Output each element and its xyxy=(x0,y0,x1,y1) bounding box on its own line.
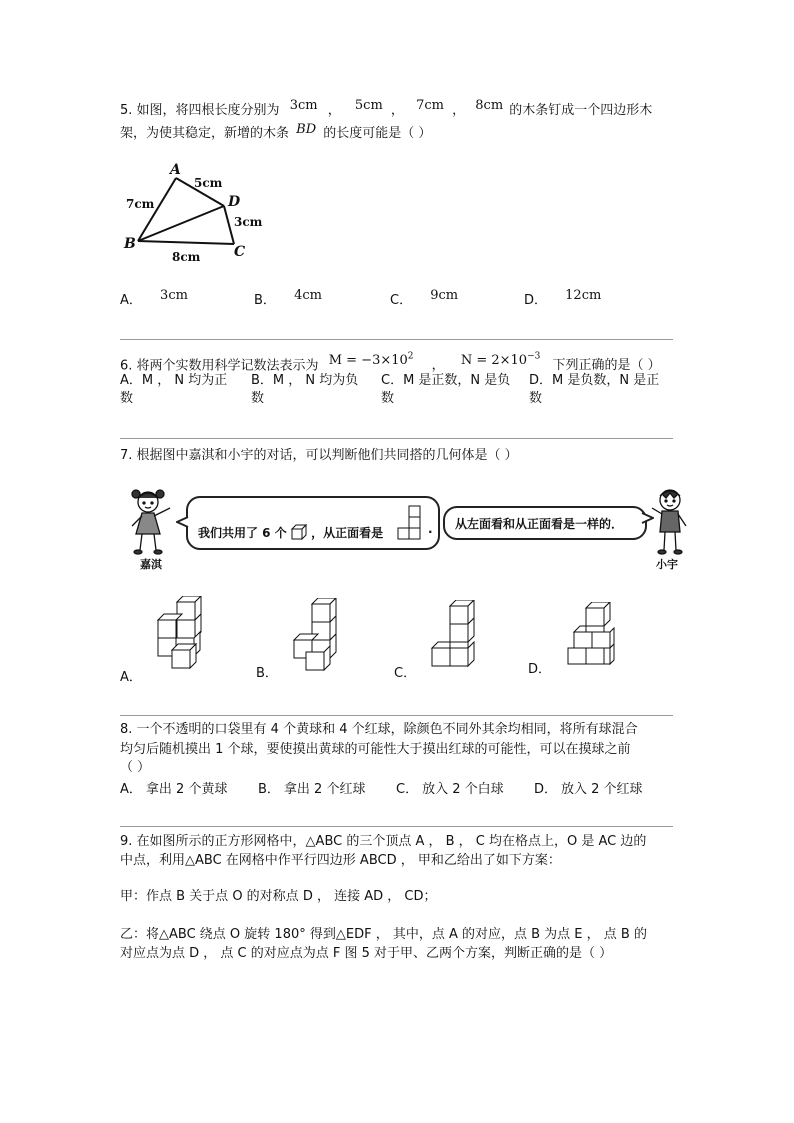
q6-text: 将两个实数用科学记数法表示为 xyxy=(136,358,319,374)
q5-option-b[interactable] xyxy=(254,289,322,308)
option-letter: D． xyxy=(524,293,548,308)
option-text: M 是负数，N 是正 xyxy=(552,373,660,388)
q7-option-b-label[interactable]: B． xyxy=(256,666,278,681)
option-value: 4cm xyxy=(294,288,322,303)
q5-bd: BD xyxy=(296,122,317,137)
option-text: 放入 2 个红球 xyxy=(561,782,643,797)
option-value: 12cm xyxy=(565,288,602,303)
right-speech-bubble xyxy=(443,506,647,540)
option-value: 9cm xyxy=(430,288,459,303)
bubble-text-right: 从左面看和从正面看是一样的． xyxy=(455,517,624,531)
q5-text-b: 的木条钉成一个四边形木 xyxy=(509,103,653,118)
q7-solid-c[interactable] xyxy=(426,600,482,672)
q8-text: 一个不透明的口袋里有 4 个黄球和 4 个红球，除颜色不同外其余均相同，将所有球混合 xyxy=(136,722,638,737)
option-letter: B． xyxy=(251,373,273,388)
q6-N-exponent: −3 xyxy=(527,352,541,362)
q7-solid-b[interactable] xyxy=(290,598,342,672)
q6-text-b: 下列正确的是（ ） xyxy=(552,358,661,374)
name-jiaqi: 嘉淇 xyxy=(140,558,162,571)
option-text-wrap: 数 xyxy=(529,391,543,406)
q6-option-c[interactable] xyxy=(381,372,510,408)
q5-line1 xyxy=(120,98,653,121)
q8-option-d[interactable] xyxy=(534,778,643,797)
option-letter: A． xyxy=(120,293,142,308)
bubble-text-b: ，从正面看是 xyxy=(311,526,384,540)
q6-sep: ， xyxy=(431,358,445,374)
q5-quadrilateral-figure xyxy=(118,160,278,270)
option-value: 3cm xyxy=(160,288,188,303)
q5-text: 如图，将四根长度分别为 xyxy=(136,103,280,118)
q5-len1: 3cm xyxy=(289,98,318,113)
q5-label-A: A xyxy=(170,162,181,178)
q5-option-d[interactable] xyxy=(524,289,601,308)
option-text-wrap: 数 xyxy=(381,391,395,406)
q6-option-d[interactable] xyxy=(529,372,659,408)
option-text: M ， N 均为正 xyxy=(141,373,228,388)
q5-len3: 7cm xyxy=(416,98,444,113)
q5-number: 5. xyxy=(120,103,133,118)
q8-line1 xyxy=(120,720,638,740)
q9-text: 在如图所示的正方形网格中，△ABC 的三个顶点 A ， B ， C 均在格点上，O 是 AC 边的 xyxy=(136,834,647,849)
q7-option-a-label[interactable]: A． xyxy=(120,670,142,685)
q7-text: 根据图中嘉淇和小宇的对话，可以判断他们共同搭的几何体是（ ） xyxy=(136,448,518,463)
q6-M-base: M = −3×10 xyxy=(328,353,408,369)
boy-xiaoyu-illustration xyxy=(648,486,692,558)
option-letter: B． xyxy=(258,782,280,797)
option-letter: D． xyxy=(529,373,553,388)
q8-line2: 均匀后随机摸出 1 个球，要使摸出黄球的可能性大于摸出红球的可能性，可以在摸球之前 xyxy=(120,742,631,757)
q5-label-D: D xyxy=(228,194,241,210)
q8-number: 8. xyxy=(120,722,133,737)
divider xyxy=(120,438,673,439)
q6-M-expression xyxy=(329,353,418,368)
q5-sep3: ， xyxy=(452,103,466,118)
option-letter: C． xyxy=(396,782,419,797)
q5-text2: 架，为使其稳定，新增的木条 xyxy=(120,126,290,141)
option-letter: A． xyxy=(120,373,142,388)
q8-option-a[interactable] xyxy=(120,778,227,797)
q5-len4: 8cm xyxy=(475,98,504,113)
divider xyxy=(120,715,673,716)
option-letter: C． xyxy=(390,293,413,308)
girl-jiaqi-illustration xyxy=(122,486,182,558)
q6-N-expression xyxy=(461,353,545,368)
cube-icon xyxy=(291,524,307,540)
bubble-tail-left xyxy=(176,516,190,528)
q5-label-BC: 8cm xyxy=(172,250,201,264)
option-text: 放入 2 个白球 xyxy=(422,782,504,797)
q7-option-c-label[interactable]: C． xyxy=(394,666,417,681)
option-letter: C． xyxy=(381,373,404,388)
q8-line3: （ ） xyxy=(120,760,151,775)
q9-line2: 中点，利用△ABC 在网格中作平行四边形 ABCD ， 甲和乙给出了如下方案： xyxy=(120,853,561,868)
q9-number: 9. xyxy=(120,834,133,849)
option-text-wrap: 数 xyxy=(251,391,265,406)
q9-plan-jia: 甲：作点 B 关于点 O 的对称点 D ， 连接 AD ， CD； xyxy=(120,889,437,904)
option-letter: D． xyxy=(534,782,558,797)
q7-option-d-label[interactable]: D． xyxy=(528,662,552,677)
q5-len2: 5cm xyxy=(354,98,383,113)
q5-sep1: ， xyxy=(327,103,341,118)
divider xyxy=(120,339,673,340)
q5-label-DC: 3cm xyxy=(234,215,263,229)
bubble-period: . xyxy=(428,522,433,536)
q6-number: 6. xyxy=(120,358,133,374)
q5-sep2: ， xyxy=(390,103,404,118)
q6-N-base: N = 2×10 xyxy=(460,353,528,369)
q7-stem xyxy=(120,446,518,466)
option-text: M ， N 均为负 xyxy=(272,373,359,388)
q7-number: 7. xyxy=(120,448,133,463)
q5-label-C: C xyxy=(234,244,246,260)
q5-label-B: B xyxy=(124,236,136,252)
bubble-text-a: 我们共用了 6 个 xyxy=(198,526,287,540)
q7-solid-d[interactable] xyxy=(564,602,620,668)
q8-option-c[interactable] xyxy=(396,778,504,797)
q7-solid-a[interactable] xyxy=(152,596,212,672)
q9-plan-yi-line1: 乙：将△ABC 绕点 O 旋转 180° 得到△EDF ， 其中，点 A 的对应，点 B 为点 E ， 点 B 的 xyxy=(120,927,647,942)
q9-plan-yi-line2: 对应点为点 D ， 点 C 的对应点为点 F 图 5 对于甲、乙两个方案，判断正确的是（ ） xyxy=(120,946,613,961)
option-text: 拿出 2 个红球 xyxy=(283,782,366,797)
q9-line1 xyxy=(120,832,646,852)
q5-line2 xyxy=(120,124,431,144)
option-text-wrap: 数 xyxy=(120,391,134,406)
q5-option-c[interactable] xyxy=(390,289,458,308)
q6-option-b[interactable] xyxy=(251,372,358,408)
option-letter: B． xyxy=(254,293,276,308)
q5-option-a[interactable] xyxy=(120,289,188,308)
option-text: 拿出 2 个黄球 xyxy=(145,782,228,797)
front-view-icon xyxy=(396,504,428,544)
divider xyxy=(120,826,673,827)
option-letter: A． xyxy=(120,782,142,797)
option-text: M 是正数，N 是负 xyxy=(403,373,511,388)
q8-option-b[interactable] xyxy=(258,778,365,797)
q6-option-a[interactable] xyxy=(120,372,227,408)
q5-label-AB: 7cm xyxy=(126,197,155,211)
name-xiaoyu: 小宇 xyxy=(656,558,678,571)
q5-label-AD: 5cm xyxy=(194,176,223,190)
q5-text2b: 的长度可能是（ ） xyxy=(323,126,432,141)
q6-M-exponent: 2 xyxy=(407,352,414,362)
left-speech-bubble xyxy=(186,496,440,550)
